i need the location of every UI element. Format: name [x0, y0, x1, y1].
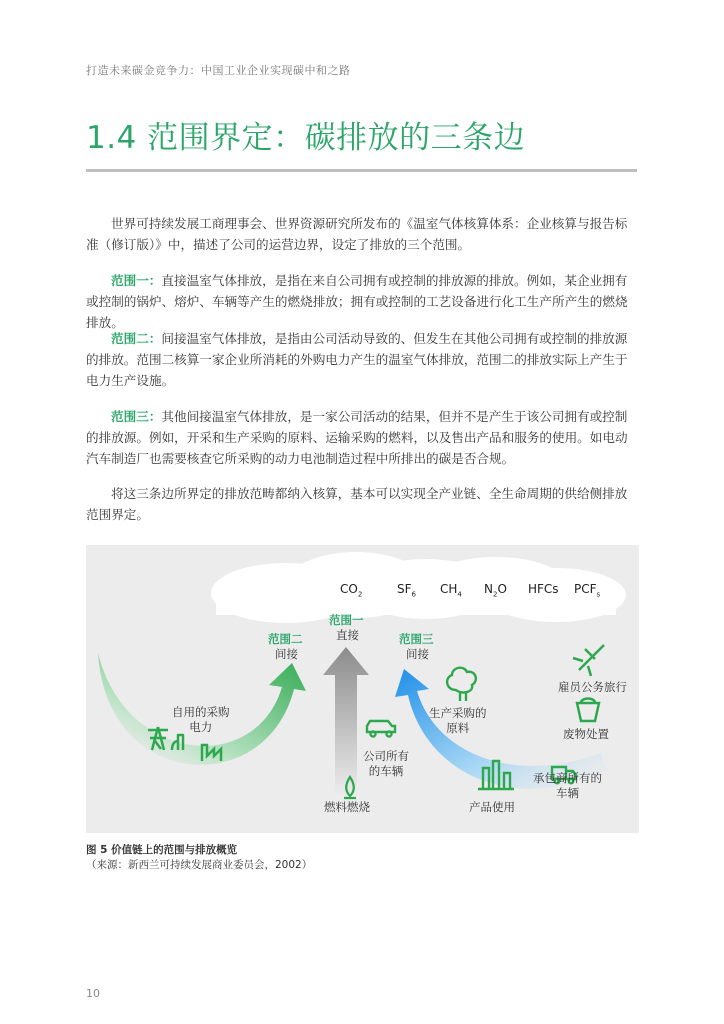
label-company-vehicles: 公司所有 的车辆	[363, 749, 409, 778]
label-electricity: 自用的采购 电力	[172, 705, 230, 734]
paragraph-intro-text: 世界可持续发展工商理事会、世界资源研究所发布的《温室气体核算体系：企业核算与报告标准（修订版）》中，描述了公司的运营边界，设定了排放的三个范围。	[86, 216, 628, 252]
gas-pcfs: $PCF_s$	[574, 582, 601, 599]
scope1-title: 范围一	[329, 613, 364, 627]
scope3-text: 其他间接温室气体排放，是一家公司活动的结果，但并不是产生于该公司拥有或控制的排放源。例如，开采和生产采购的原料、运输采购的燃料，以及售出产品和服务的使用。如电动汽车制造厂也需要核查它所采购的动力电池制造过程中所排出的碳是否合规。	[86, 409, 628, 466]
paragraph-scope1	[86, 270, 639, 333]
scope1-text: 直接温室气体排放，是指在来自公司拥有或控制的排放源的排放。例如，某企业拥有或控制的锅炉、熔炉、车辆等产生的燃烧排放；拥有或控制的工艺设备进行化工生产所产生的燃烧排放。	[86, 273, 628, 330]
scope3-sub: 间接	[406, 647, 429, 661]
paragraph-summary-text: 将这三条边所界定的排放范畴都纳入核算，基本可以实现全产业链、全生命周期的供给侧排放范围界定。	[86, 486, 628, 522]
label-product-use: 产品使用	[469, 800, 515, 814]
bin-icon	[577, 699, 599, 722]
page-number: 10	[86, 987, 100, 1000]
gas-sf6: $SF_6$	[397, 582, 416, 599]
label-purchased-materials: 生产采购的 原料	[429, 706, 487, 735]
gas-ch4: $CH_4$	[440, 582, 462, 599]
car-icon	[367, 721, 395, 737]
figure-source: （来源：新西兰可持续发展商业委员会，2002）	[86, 859, 313, 871]
tree-icon	[447, 668, 476, 701]
gas-co2: $CO_2$	[340, 582, 363, 599]
scope2-title: 范围二	[268, 632, 303, 646]
figure-caption: 图 5 价值链上的范围与排放概览	[86, 844, 238, 856]
scope1-label: 范围一：	[111, 273, 162, 288]
scope2-text: 间接温室气体排放，是指由公司活动导致的、但发生在其他公司拥有或控制的排放源的排放。范围二核算一家企业所消耗的外购电力产生的温室气体排放，范围二的排放实际上产生于电力生产设施。	[86, 331, 628, 388]
paragraph-scope2	[86, 328, 639, 391]
scope2-label: 范围二：	[111, 331, 162, 346]
value-chain-figure	[86, 545, 639, 833]
label-waste: 废物处置	[563, 727, 609, 741]
scope1-sub: 直接	[336, 628, 359, 642]
scope3-label: 范围三：	[111, 409, 162, 424]
cloud-shape	[211, 552, 626, 623]
scope3-title: 范围三	[399, 632, 434, 646]
paragraph-summary	[86, 483, 639, 525]
title-divider	[86, 169, 637, 172]
label-contractor-vehicles: 承包商所有的 车辆	[533, 771, 602, 800]
section-title: 1.4 范围界定：碳排放的三条边	[86, 120, 526, 156]
label-business-travel: 雇员公务旅行	[558, 680, 627, 694]
label-fuel-combustion: 燃料燃烧	[324, 800, 370, 814]
gas-n2o: $N_2O$	[484, 582, 507, 599]
airplane-icon	[573, 645, 604, 676]
gas-hfcs: HFCs	[528, 582, 559, 596]
running-header: 打造未来碳金竞争力：中国工业企业实现碳中和之路	[86, 64, 351, 77]
paragraph-intro	[86, 213, 639, 255]
scope2-sub: 间接	[275, 647, 298, 661]
paragraph-scope3	[86, 406, 639, 469]
